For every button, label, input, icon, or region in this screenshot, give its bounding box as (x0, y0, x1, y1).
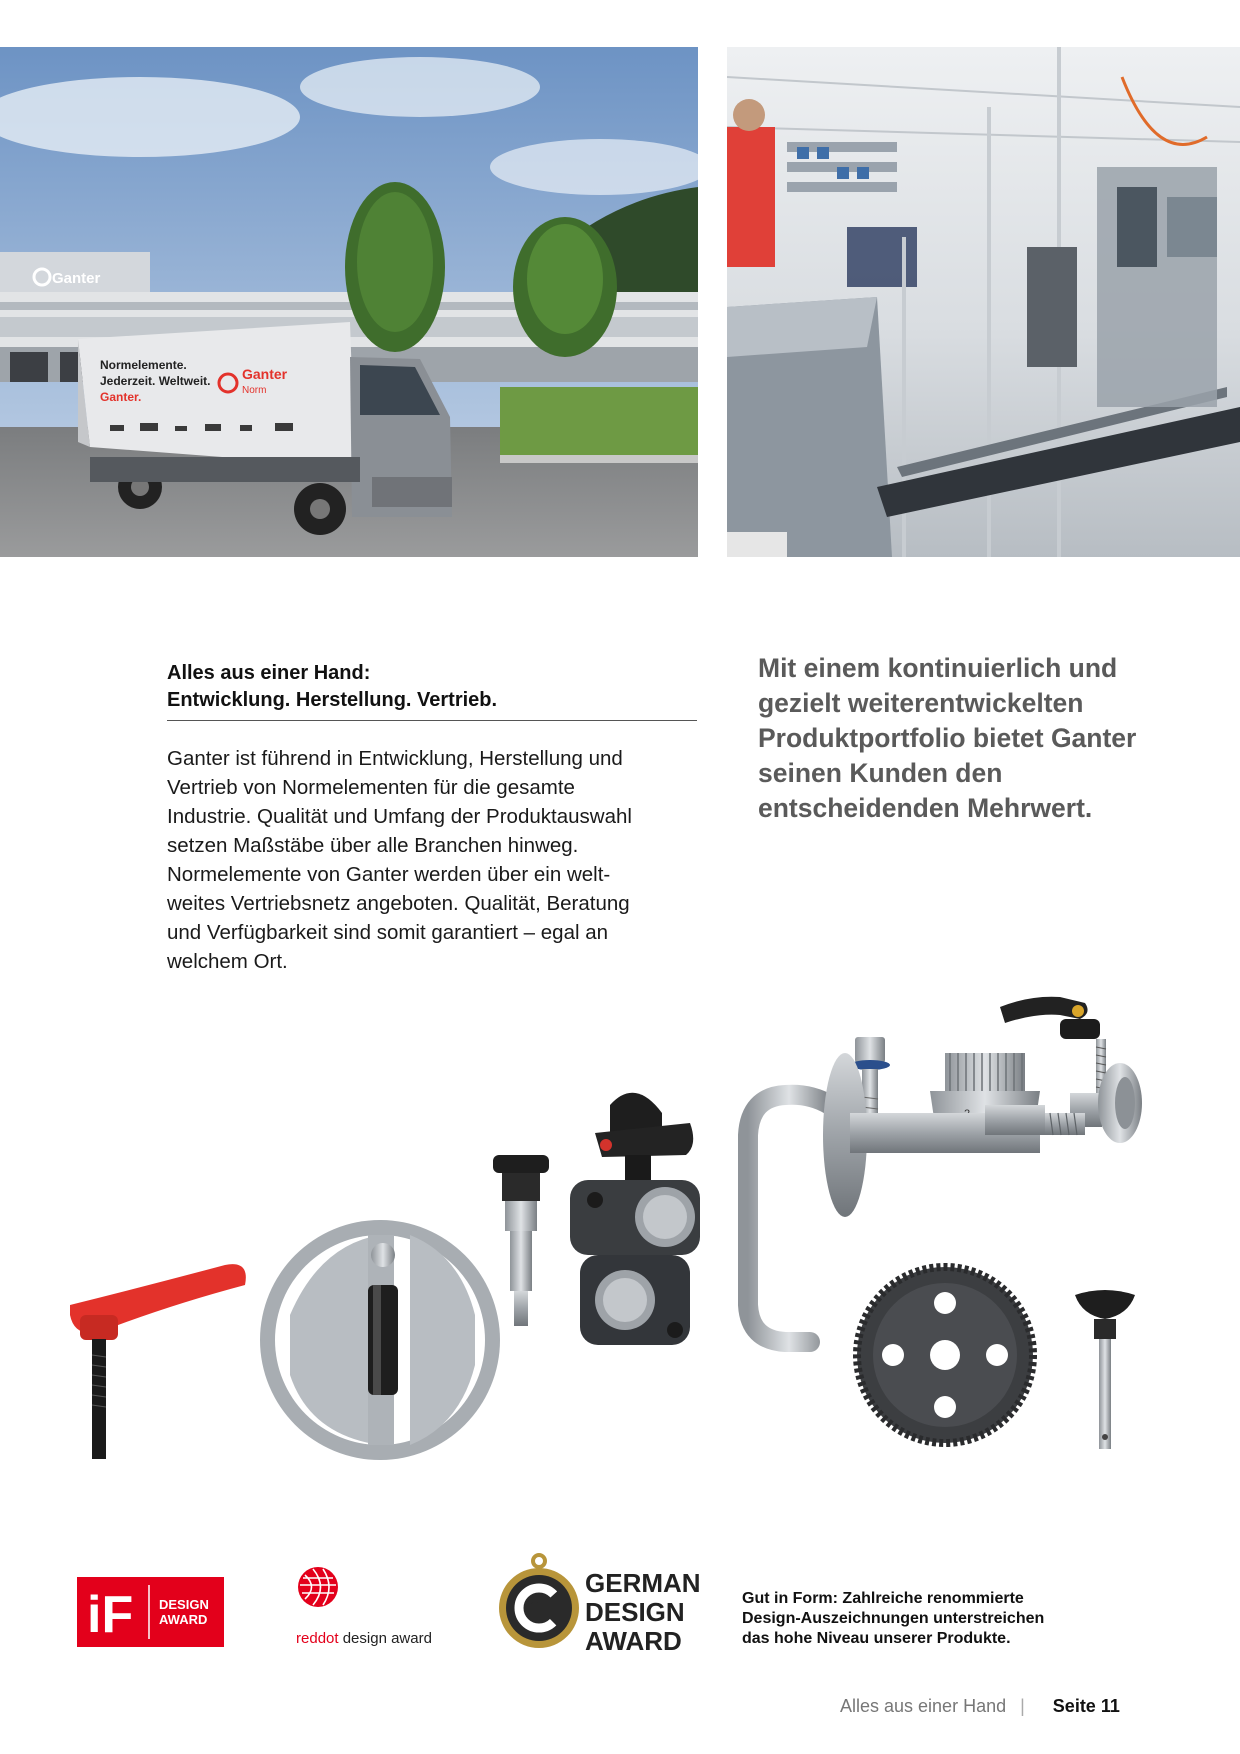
intro-line: und Verfügbarkeit sind somit garantiert – egal an (167, 921, 609, 944)
intro-paragraph (167, 744, 697, 976)
highlight-line: gezielt weiterentwickelten (758, 688, 1084, 718)
reddot-design-award-logo (283, 1565, 443, 1655)
footer-separator: | (1020, 1696, 1025, 1716)
truck-slogan-line-3: Ganter. (100, 390, 142, 404)
if-design-award-logo (77, 1577, 224, 1647)
if-logo-line-2: AWARD (159, 1612, 208, 1627)
wing-nut-product (595, 1093, 693, 1195)
serrated-disc-product (857, 1267, 1033, 1443)
highlight-line: Mit einem kontinuierlich und (758, 653, 1118, 683)
intro-line: Vertrieb von Normelementen für die gesamte (167, 776, 575, 799)
award-caption (742, 1589, 1182, 1649)
building-sign-text: Ganter (52, 270, 101, 287)
photo-production-hall (727, 47, 1240, 557)
highlight-line: Produktportfolio bietet Ganter (758, 723, 1137, 753)
truck-brand-sub: Norm (242, 385, 267, 396)
intro-heading (167, 660, 695, 714)
gda-line-2: DESIGN (585, 1597, 685, 1627)
intro-line: weites Vertriebsnetz angeboten. Qualität, Beratung (167, 892, 630, 915)
gda-line-3: AWARD (585, 1626, 682, 1655)
german-design-award-logo (497, 1550, 702, 1655)
intro-line: Industrie. Qualität und Umfang der Produktauswahl (167, 805, 632, 828)
product-collage (50, 985, 1180, 1470)
award-caption-line: Design-Auszeichnungen unterstreichen (742, 1610, 1045, 1627)
indexing-plunger-product (493, 1155, 549, 1326)
photo-ganter-headquarters-truck (0, 47, 698, 557)
truck-brand: Ganter (242, 366, 288, 382)
award-caption-line: das hohe Niveau unserer Produkte. (742, 1630, 1011, 1647)
truck-slogan-line-1: Normelemente. (100, 358, 187, 372)
page-number: Seite 11 (1052, 1696, 1120, 1716)
highlight-statement (758, 651, 1208, 826)
tube-clamp-product (570, 1180, 700, 1345)
intro-line: setzen Maßstäbe über alle Branchen hinweg. (167, 834, 579, 857)
page-footer (840, 1696, 1180, 1717)
intro-line: Normelemente von Ganter werden über ein welt- (167, 863, 611, 886)
u-handle-product (748, 1095, 830, 1342)
ball-lock-pin-product (1075, 1290, 1135, 1449)
highlight-line: entscheidenden Mehrwert. (758, 793, 1093, 823)
intro-divider (167, 720, 697, 721)
highlight-line: seinen Kunden den (758, 758, 1003, 788)
if-logo-line-1: DESIGN (159, 1597, 209, 1612)
adjustable-clamping-lever-product (70, 1264, 246, 1459)
intro-heading-line-2: Entwicklung. Herstellung. Vertrieb. (167, 689, 498, 711)
reddot-red: red (296, 1630, 318, 1647)
truck-slogan-line-2: Jederzeit. Weltweit. (100, 374, 211, 388)
reddot-dot: dot (317, 1630, 339, 1647)
intro-line: Ganter ist führend in Entwicklung, Herstellung und (167, 747, 623, 770)
gda-line-1: GERMAN (585, 1568, 701, 1598)
intro-line: welchem Ort. (167, 950, 288, 973)
reddot-rest: design award (338, 1630, 432, 1647)
intro-heading-line-1: Alles aus einer Hand: (167, 662, 371, 684)
award-caption-line: Gut in Form: Zahlreiche renommierte (742, 1590, 1024, 1607)
if-mark: iF (87, 1586, 134, 1644)
footer-section-title: Alles aus einer Hand (840, 1696, 1007, 1716)
handwheel-product (260, 1220, 500, 1460)
svg-text:reddot design award (296, 1630, 432, 1647)
